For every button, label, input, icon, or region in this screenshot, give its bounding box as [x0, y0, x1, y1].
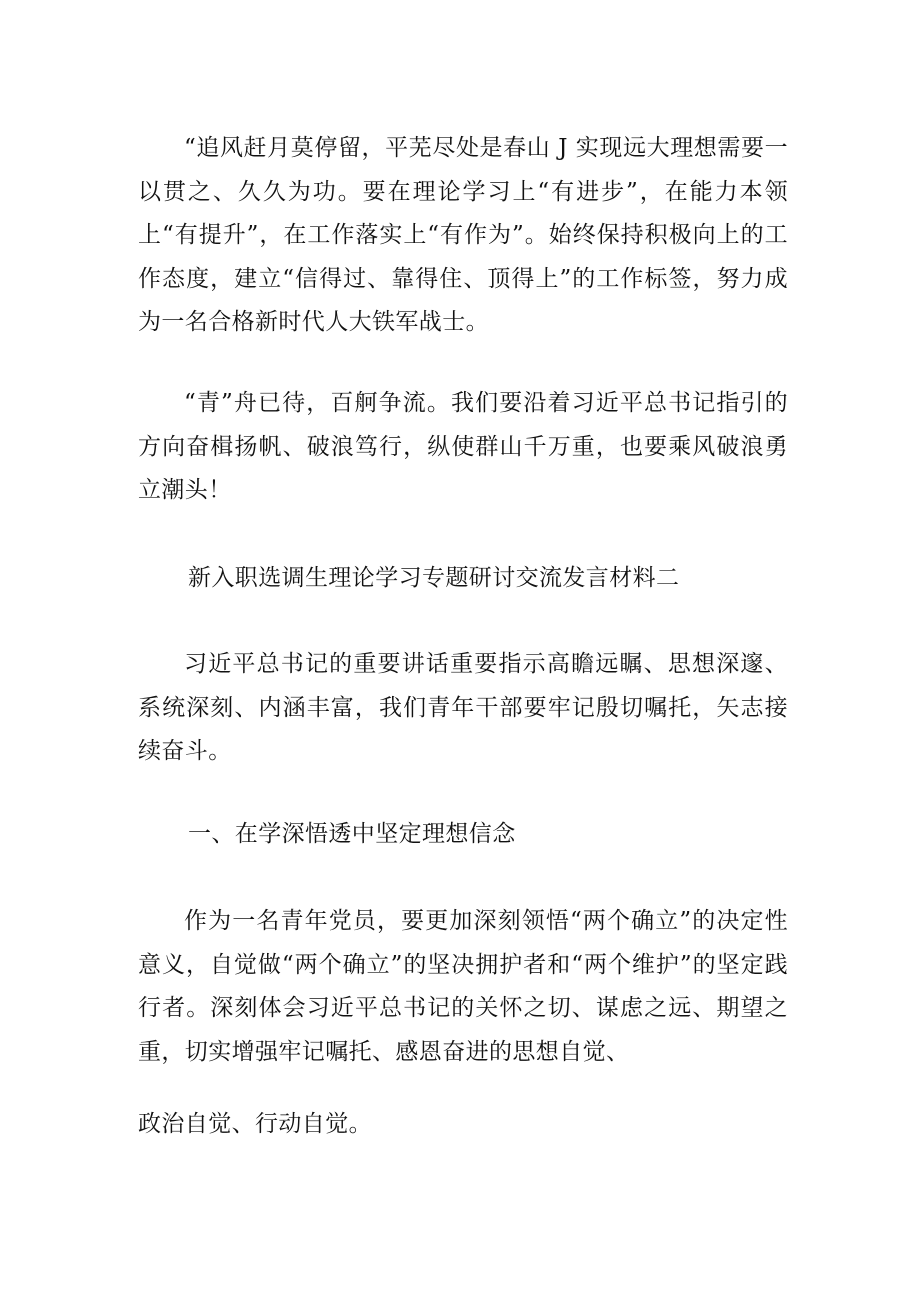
paragraph-intro: 习近平总书记的重要讲话重要指示高瞻远瞩、思想深邃、系统深刻、内涵丰富，我们青年干部要牢记殷切嘱托，矢志接续奋斗。 [138, 651, 788, 764]
paragraph-closing-call: “青”舟已待，百舸争流。我们要沿着习近平总书记指引的方向奋楫扬帆、破浪笃行，纵使群山千万重，也要乘风破浪勇立潮头！ [138, 390, 788, 503]
paragraph-continuation: 政治自觉、行动自觉。 [138, 1111, 372, 1137]
heading-part-one: 一、在学深悟透中坚定理想信念 [188, 821, 516, 847]
paragraph-body: 作为一名青年党员，要更加深刻领悟“两个确立”的决定性意义，自觉做“两个确立”的坚决拥护者和“两个维护”的坚定践行者。深刻体会习近平总书记的关怀之切、谋虑之远、期望之重，切实增强牢记嘱托、感恩奋进的思想自觉、 [138, 908, 788, 1065]
section-title: 新入职选调生理论学习专题研讨交流发言材料二 [188, 565, 680, 591]
paragraph-closing-motto: “追风赶月莫停留，平芜尽处是春山 J 实现远大理想需要一以贯之、久久为功。要在理论学习上“有进步”，在能力本领上“有提升”，在工作落实上“有作为”。始终保持积极向上的工作态度，建立“信得过、靠得住、顶得上”的工作标签，努力成为一名合格新时代人大铁军战士。 [138, 135, 788, 335]
